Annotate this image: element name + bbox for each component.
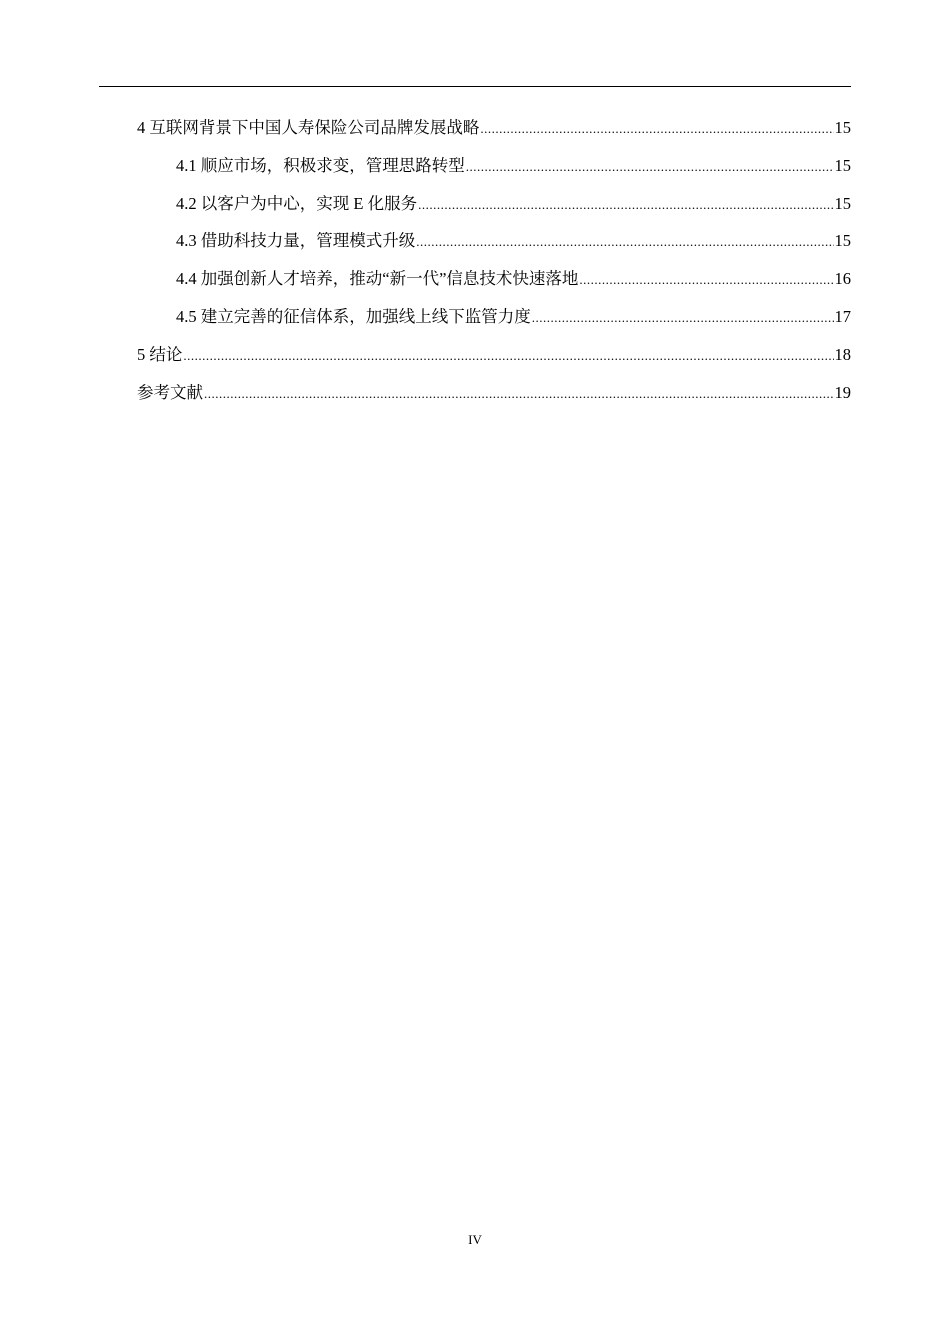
toc-entry-page: 15 xyxy=(834,231,851,251)
toc-dot-leader xyxy=(418,186,833,224)
toc-entry-page: 15 xyxy=(834,193,851,213)
toc-entry-title: 5 结论 xyxy=(137,344,183,364)
toc-entry-page: 16 xyxy=(834,269,851,289)
toc-dot-leader xyxy=(532,299,834,337)
toc-entry-title: 4.1 顺应市场，积极求变，管理思路转型 xyxy=(176,155,465,175)
toc-entry-references[interactable] xyxy=(137,374,851,412)
toc-entry-4-3[interactable] xyxy=(137,222,851,260)
toc-dot-leader xyxy=(579,261,833,299)
toc-dot-leader xyxy=(466,148,834,186)
page-number: IV xyxy=(468,1232,482,1247)
toc-entry-page: 19 xyxy=(834,382,851,402)
toc-entry-chapter-4[interactable] xyxy=(137,109,851,147)
header-rule xyxy=(99,86,851,87)
toc-dot-leader xyxy=(416,223,833,261)
toc-entry-page: 17 xyxy=(834,306,851,326)
table-of-contents xyxy=(137,109,851,411)
toc-entry-title: 参考文献 xyxy=(137,382,203,402)
toc-entry-title: 4 互联网背景下中国人寿保险公司品牌发展战略 xyxy=(137,118,480,137)
toc-entry-chapter-5[interactable] xyxy=(137,336,851,374)
toc-entry-4-4[interactable] xyxy=(137,260,851,298)
toc-dot-leader xyxy=(480,110,833,148)
toc-dot-leader xyxy=(204,375,834,413)
toc-entry-page: 18 xyxy=(834,344,851,364)
toc-entry-4-2[interactable] xyxy=(137,185,851,223)
toc-entry-title: 4.4 加强创新人才培养，推动“新一代”信息技术快速落地 xyxy=(176,269,579,289)
toc-entry-page: 15 xyxy=(834,118,851,137)
toc-entry-title: 4.2 以客户为中心，实现 E 化服务 xyxy=(176,193,418,213)
toc-dot-leader xyxy=(183,337,833,375)
toc-entry-4-1[interactable] xyxy=(137,147,851,185)
toc-entry-page: 15 xyxy=(834,155,851,175)
toc-entry-title: 4.3 借助科技力量，管理模式升级 xyxy=(176,231,416,251)
toc-entry-title: 4.5 建立完善的征信体系，加强线上线下监管力度 xyxy=(176,306,531,326)
toc-entry-4-5[interactable] xyxy=(137,298,851,336)
